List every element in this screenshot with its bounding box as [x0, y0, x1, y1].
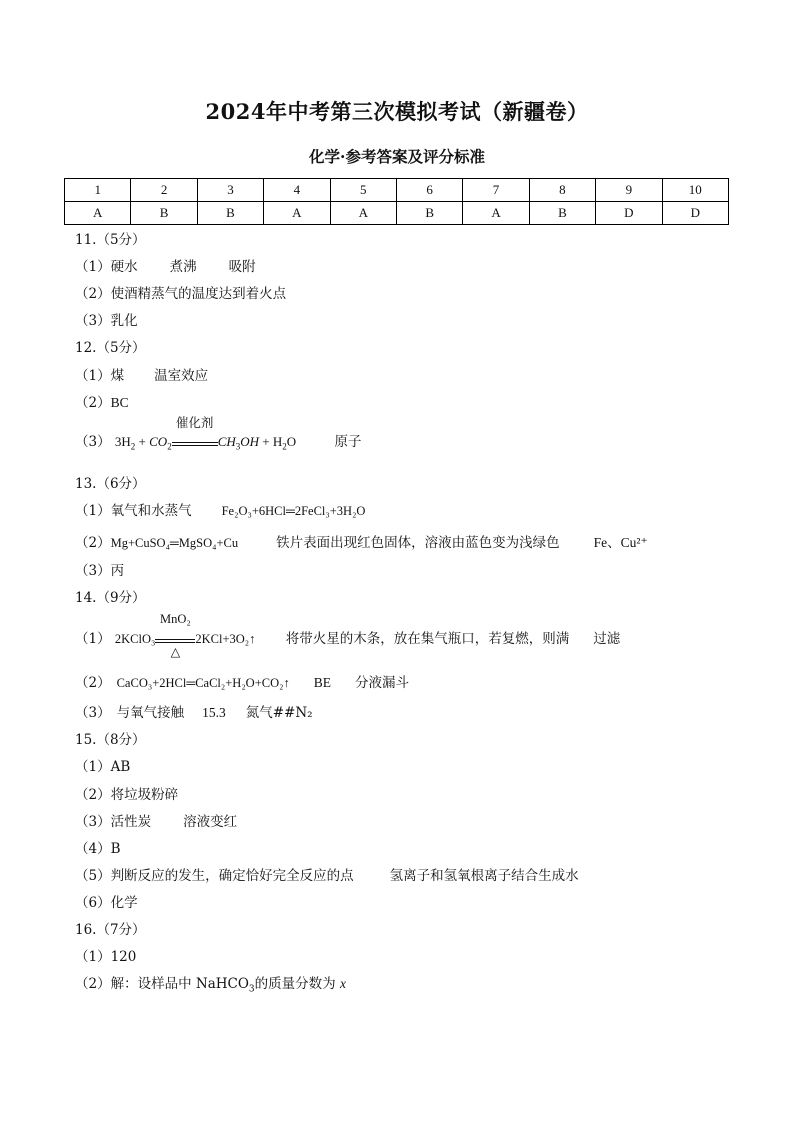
answer-text: 判断反应的发生，确定恰好完全反应的点 — [110, 868, 354, 884]
q13-answer-1 — [75, 502, 365, 520]
answer-text: 原子 — [334, 434, 362, 450]
q15-answer-4: （4）B — [75, 841, 121, 857]
equation: CaCO₃+2HCl═CaCl₂+H₂O+CO₂↑ — [116, 676, 290, 690]
heat-symbol: △ — [170, 645, 181, 660]
q15-answer-1: （1）AB — [75, 759, 131, 775]
answer-text: 过滤 — [593, 631, 621, 647]
q11-heading: 11.（5分） — [75, 232, 146, 248]
answer-text: 分液漏斗 — [355, 675, 409, 691]
variable: x — [339, 976, 346, 991]
q11-answer-1 — [75, 258, 256, 276]
item-label: （2） — [75, 535, 111, 551]
reaction-condition — [155, 612, 195, 660]
q12-answer-1 — [75, 367, 208, 385]
answer-cell: A — [264, 202, 330, 225]
answer-text: 氮气##N₂ — [245, 705, 313, 721]
page-subtitle: 化学·参考答案及评分标准 — [309, 147, 485, 166]
answer-text: Fe、Cu²⁺ — [593, 535, 648, 550]
item-label: （1） — [75, 368, 111, 384]
answer-text: 硬水 — [110, 259, 138, 275]
answer-table-number-row — [65, 179, 729, 202]
subscript: 3 — [248, 984, 255, 995]
answer-cell: B — [131, 202, 197, 225]
question-number-cell: 9 — [596, 179, 662, 202]
answer-text: 吸附 — [228, 259, 256, 275]
answer-cell: B — [529, 202, 595, 225]
answer-text: 与氧气接触 — [116, 705, 185, 721]
q13-heading: 13.（6分） — [75, 476, 146, 492]
question-number-cell: 4 — [264, 179, 330, 202]
item-label: （3） — [75, 705, 111, 721]
q16-answer-1: （1）120 — [75, 949, 137, 965]
question-number-cell: 1 — [65, 179, 131, 202]
question-number-cell: 10 — [662, 179, 728, 202]
answer-text: 铁片表面出现红色固体，溶液由蓝色变为浅绿色 — [276, 535, 560, 551]
answer-text: 活性炭 — [110, 814, 152, 830]
item-label: （3） — [75, 814, 111, 830]
answer-cell: A — [330, 202, 396, 225]
equation: Fe₂O₃+6HCl═2FeCl₃+3H₂O — [221, 504, 366, 518]
catalyst-label: 催化剂 — [175, 416, 214, 431]
q12-answer-3 — [75, 416, 362, 452]
question-number-cell: 8 — [529, 179, 595, 202]
q15-answer-2: （2）将垃圾粉碎 — [75, 787, 179, 803]
equals-sign — [172, 442, 218, 446]
item-label: （1） — [75, 503, 111, 519]
q14-answer-1 — [75, 612, 621, 660]
equation: $3H_2 + CO_2$ 催化剂 $CH_3OH + H_2O$ — [114, 416, 297, 452]
reaction-condition — [172, 416, 218, 452]
item-label: （1） — [75, 259, 111, 275]
answer-cell: D — [662, 202, 728, 225]
answer-text: 煤 — [110, 368, 125, 384]
equation: Mg+CuSO₄═MgSO₄+Cu — [110, 536, 239, 550]
q14-answer-3 — [75, 704, 313, 722]
answer-text: 煮沸 — [169, 259, 197, 275]
item-label: （2） — [75, 675, 111, 691]
answer-text: 氢离子和氢氧根离子结合生成水 — [389, 868, 579, 884]
equation: 2KClO₃ MnO₂ △ 2KCl+3O₂↑ — [114, 612, 256, 660]
answer-cell: B — [396, 202, 462, 225]
q16-heading: 16.（7分） — [75, 922, 146, 938]
answer-text: 溶液变红 — [183, 814, 238, 830]
answer-cell: D — [596, 202, 662, 225]
answer-cell: A — [463, 202, 529, 225]
q11-answer-2: （2）使酒精蒸气的温度达到着火点 — [75, 286, 287, 302]
question-number-cell: 6 — [396, 179, 462, 202]
q16-answer-2 — [75, 975, 346, 993]
answer-text: BC — [110, 395, 129, 410]
q15-answer-5 — [75, 867, 579, 885]
answer-text: 的质量分数为 — [254, 976, 336, 992]
item-label: （1） — [75, 631, 111, 647]
item-label: （5） — [75, 868, 111, 884]
item-label: （2） — [75, 395, 111, 411]
answer-table-answer-row — [65, 202, 729, 225]
q15-heading: 15.（8分） — [75, 732, 146, 748]
q15-answer-6: （6）化学 — [75, 895, 138, 911]
answer-cell: A — [65, 202, 131, 225]
answer-text: （2）解：设样品中 NaHCO — [75, 976, 249, 992]
answer-text: BE — [313, 675, 331, 690]
page-title: 2024年中考第三次模拟考试（新疆卷） — [205, 99, 589, 124]
q15-answer-3 — [75, 813, 237, 831]
answer-cell: B — [197, 202, 263, 225]
q12-answer-2 — [75, 394, 129, 412]
answer-table — [64, 178, 729, 225]
answer-text: 将带火星的木条，放在集气瓶口，若复燃，则满 — [285, 631, 570, 647]
q13-answer-3: （3）丙 — [75, 563, 125, 579]
question-number-cell: 5 — [330, 179, 396, 202]
answer-text: 温室效应 — [154, 368, 209, 384]
q14-heading: 14.（9分） — [75, 590, 146, 606]
catalyst-label: MnO₂ — [160, 612, 191, 627]
q14-answer-2 — [75, 674, 409, 692]
q13-answer-2 — [75, 534, 648, 552]
q11-answer-3: （3）乳化 — [75, 313, 138, 329]
item-label: （3） — [75, 434, 111, 450]
q12-heading: 12.（5分） — [75, 340, 146, 356]
answer-text: 15.3 — [202, 705, 226, 720]
question-number-cell: 7 — [463, 179, 529, 202]
question-number-cell: 3 — [197, 179, 263, 202]
question-number-cell: 2 — [131, 179, 197, 202]
answer-text: 氧气和水蒸气 — [110, 503, 192, 519]
